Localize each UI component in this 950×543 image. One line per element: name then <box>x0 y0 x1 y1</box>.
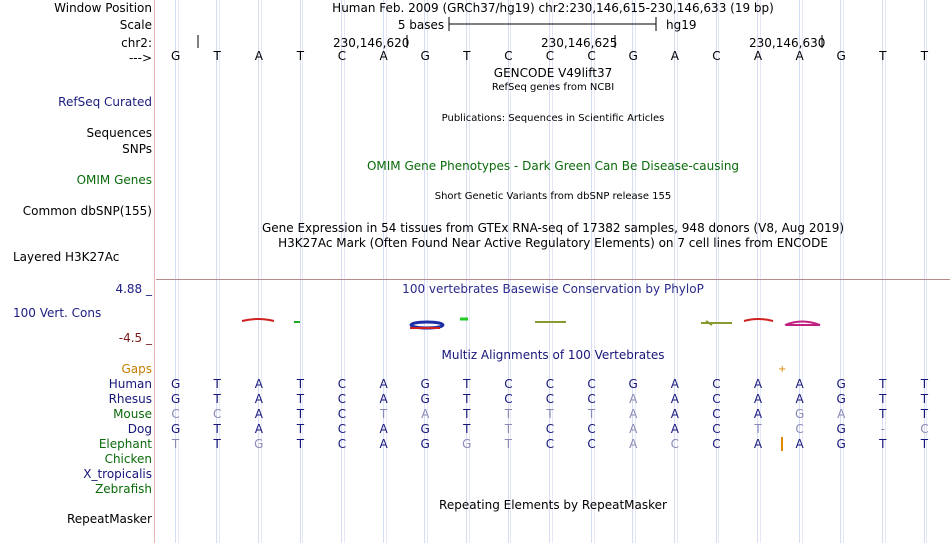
alignment-base: A <box>629 437 638 451</box>
alignment-base: G <box>170 392 181 406</box>
alignment-base: T <box>296 377 305 391</box>
alignment-base: C <box>670 437 679 451</box>
alignment-base: C <box>712 422 721 436</box>
alignment-base: C <box>712 377 721 391</box>
alignment-base: T <box>920 377 929 391</box>
alignment-base: A <box>670 422 679 436</box>
alignment-base: - <box>880 422 885 436</box>
alignment-base: T <box>879 392 887 406</box>
refseq-track-subtitle[interactable]: RefSeq genes from NCBI <box>491 82 615 93</box>
alignment-base: C <box>545 392 555 406</box>
publications-track-title[interactable]: Publications: Sequences in Scientific Articles <box>441 113 665 124</box>
reference-base: T <box>879 49 887 63</box>
track-label-snps[interactable]: SNPs <box>122 142 152 156</box>
alignment-base: T <box>463 407 471 421</box>
alignment-base: A <box>670 377 679 391</box>
alignment-base: T <box>879 377 887 391</box>
alignment-base: G <box>420 392 430 406</box>
track-label-h3k27ac[interactable]: Layered H3K27Ac <box>13 250 120 264</box>
track-label-sequences[interactable]: Sequences <box>86 126 152 140</box>
alignment-base: T <box>879 437 887 451</box>
alignment-base: A <box>379 422 388 436</box>
species-label[interactable]: Elephant <box>98 437 152 451</box>
alignment-base: C <box>712 407 721 421</box>
alignment-base: T <box>213 437 221 451</box>
strand-arrow-label: ---> <box>128 51 152 65</box>
alignment-base: A <box>629 422 638 436</box>
alignment-base: A <box>254 392 263 406</box>
alignment-base: T <box>463 422 471 436</box>
reference-base: A <box>254 49 263 63</box>
gap-marker: + <box>778 364 787 375</box>
alignment-base: A <box>379 392 388 406</box>
coordinate-tick-3: 230,146,630 <box>749 36 826 50</box>
alignment-base: G <box>420 437 430 451</box>
reference-base: C <box>587 49 596 63</box>
alignment-base: C <box>212 407 222 421</box>
alignment-base: T <box>920 392 929 406</box>
scale-label: Scale <box>119 18 152 32</box>
alignment-base: T <box>379 407 388 421</box>
track-label-omim[interactable]: OMIM Genes <box>76 173 152 187</box>
reference-base: T <box>213 49 221 63</box>
alignment-base: G <box>420 377 430 391</box>
alignment-base: C <box>587 377 596 391</box>
alignment-base: A <box>670 407 679 421</box>
gencode-track-title[interactable]: GENCODE V49lift37 <box>493 66 613 80</box>
scale-bar-text: 5 bases <box>397 18 445 32</box>
alignment-base: C <box>504 377 513 391</box>
alignment-base: G <box>836 377 846 391</box>
alignment-base: A <box>379 437 388 451</box>
track-label-gaps[interactable]: Gaps <box>121 362 152 376</box>
alignment-base: G <box>170 377 181 391</box>
chromosome-label: chr2: <box>121 36 152 50</box>
alignment-base: T <box>920 437 929 451</box>
alignment-base: A <box>421 407 430 421</box>
alignment-base: G <box>836 422 846 436</box>
alignment-base: A <box>254 422 263 436</box>
alignment-base: C <box>712 392 721 406</box>
alignment-base: C <box>587 422 596 436</box>
alignment-base: T <box>587 407 596 421</box>
alignment-base: C <box>545 377 555 391</box>
species-label[interactable]: Chicken <box>104 452 152 466</box>
species-label[interactable]: Dog <box>127 422 152 436</box>
alignment-base: A <box>795 377 804 391</box>
gtex-track-title[interactable]: Gene Expression in 54 tissues from GTEx RNA-seq of 17382 samples, 948 donors (V8, Aug 2019) <box>261 221 845 235</box>
alignment-base: A <box>629 407 638 421</box>
alignment-base: T <box>296 422 305 436</box>
reference-base: T <box>920 49 929 63</box>
alignment-base: C <box>337 422 347 436</box>
repeatmasker-track-title[interactable]: Repeating Elements by RepeatMasker <box>439 498 667 512</box>
phylop-min-label: -4.5 _ <box>118 331 152 345</box>
species-label[interactable]: Rhesus <box>108 392 152 406</box>
reference-base: C <box>337 49 347 63</box>
alignment-base: T <box>504 437 513 451</box>
alignment-base: C <box>587 392 596 406</box>
coordinate-tick-1: 230,146,620 <box>333 36 410 50</box>
phylop-max-label: 4.88 _ <box>115 282 152 296</box>
alignment-base: C <box>545 422 555 436</box>
alignment-base: G <box>836 392 846 406</box>
scale-db-label: hg19 <box>666 18 697 32</box>
track-label-refseq[interactable]: RefSeq Curated <box>58 95 152 109</box>
alignment-base: G <box>794 407 805 421</box>
alignment-base: A <box>795 392 804 406</box>
alignment-base: T <box>213 392 221 406</box>
alignment-base: T <box>879 407 887 421</box>
reference-base: G <box>420 49 430 63</box>
reference-base: G <box>170 49 181 63</box>
omim-track-title[interactable]: OMIM Gene Phenotypes - Dark Green Can Be Disease-causing <box>366 159 740 173</box>
alignment-base: T <box>296 392 305 406</box>
coordinate-tick-2: 230,146,625 <box>541 36 618 50</box>
alignment-base: A <box>753 437 763 451</box>
multiz-track-title[interactable]: Multiz Alignments of 100 Vertebrates <box>441 348 665 362</box>
alignment-base: G <box>462 437 472 451</box>
species-label[interactable]: Zebrafish <box>95 482 152 496</box>
window-position-label: Window Position <box>54 1 152 15</box>
alignment-base: T <box>463 392 471 406</box>
alignment-base: C <box>337 407 347 421</box>
alignment-base: A <box>670 392 679 406</box>
reference-base: C <box>712 49 721 63</box>
dbsnp-track-title[interactable]: Short Genetic Variants from dbSNP release 155 <box>434 191 672 202</box>
alignment-base: C <box>712 437 721 451</box>
alignment-base: C <box>920 422 929 436</box>
alignment-base: C <box>504 392 513 406</box>
alignment-base: A <box>837 407 846 421</box>
alignment-base: A <box>379 377 388 391</box>
reference-base: C <box>545 49 555 63</box>
species-label[interactable]: X_tropicalis <box>83 467 152 481</box>
reference-base: T <box>463 49 471 63</box>
reference-base: A <box>670 49 679 63</box>
alignment-base: T <box>546 407 554 421</box>
reference-base: G <box>836 49 846 63</box>
alignment-base: G <box>254 437 264 451</box>
track-label-repeatmasker[interactable]: RepeatMasker <box>66 512 152 526</box>
species-label[interactable]: Mouse <box>113 407 152 421</box>
alignment-base: A <box>795 437 804 451</box>
reference-base: A <box>795 49 804 63</box>
phylop-track-title[interactable]: 100 vertebrates Basewise Conservation by PhyloP <box>402 282 704 296</box>
alignment-base: T <box>296 437 305 451</box>
alignment-base: T <box>920 407 929 421</box>
assembly-position-title: Human Feb. 2009 (GRCh37/hg19) chr2:230,146,615-230,146,633 (19 bp) <box>332 1 774 15</box>
alignment-base: A <box>753 407 763 421</box>
alignment-base: C <box>545 437 555 451</box>
alignment-base: C <box>171 407 180 421</box>
reference-base: A <box>379 49 388 63</box>
track-label-phylop[interactable]: 100 Vert. Cons <box>13 306 102 320</box>
alignment-base: T <box>296 407 305 421</box>
alignment-base: A <box>254 407 263 421</box>
reference-base: T <box>296 49 305 63</box>
alignment-base: T <box>171 437 180 451</box>
alignment-base: A <box>254 377 263 391</box>
alignment-base: A <box>753 392 763 406</box>
alignment-base: G <box>836 437 846 451</box>
alignment-base: T <box>754 422 762 436</box>
alignment-base: A <box>753 377 763 391</box>
reference-base: C <box>504 49 513 63</box>
alignment-base: C <box>337 437 347 451</box>
alignment-base: C <box>337 377 347 391</box>
alignment-base: T <box>213 422 221 436</box>
alignment-base: A <box>629 392 638 406</box>
reference-base: G <box>628 49 638 63</box>
alignment-base: G <box>628 377 638 391</box>
alignment-base: G <box>420 422 430 436</box>
alignment-base: G <box>170 422 181 436</box>
alignment-base: T <box>213 377 221 391</box>
species-label[interactable]: Human <box>108 377 152 391</box>
track-label-dbsnp[interactable]: Common dbSNP(155) <box>22 204 152 218</box>
reference-base: A <box>753 49 763 63</box>
alignment-base: T <box>504 422 513 436</box>
h3k27ac-track-title[interactable]: H3K27Ac Mark (Often Found Near Active Regulatory Elements) on 7 cell lines from ENCODE <box>278 236 828 250</box>
alignment-base: C <box>337 392 347 406</box>
alignment-base: T <box>463 377 471 391</box>
alignment-base: T <box>504 407 513 421</box>
alignment-base: C <box>795 422 804 436</box>
alignment-base: C <box>587 437 596 451</box>
